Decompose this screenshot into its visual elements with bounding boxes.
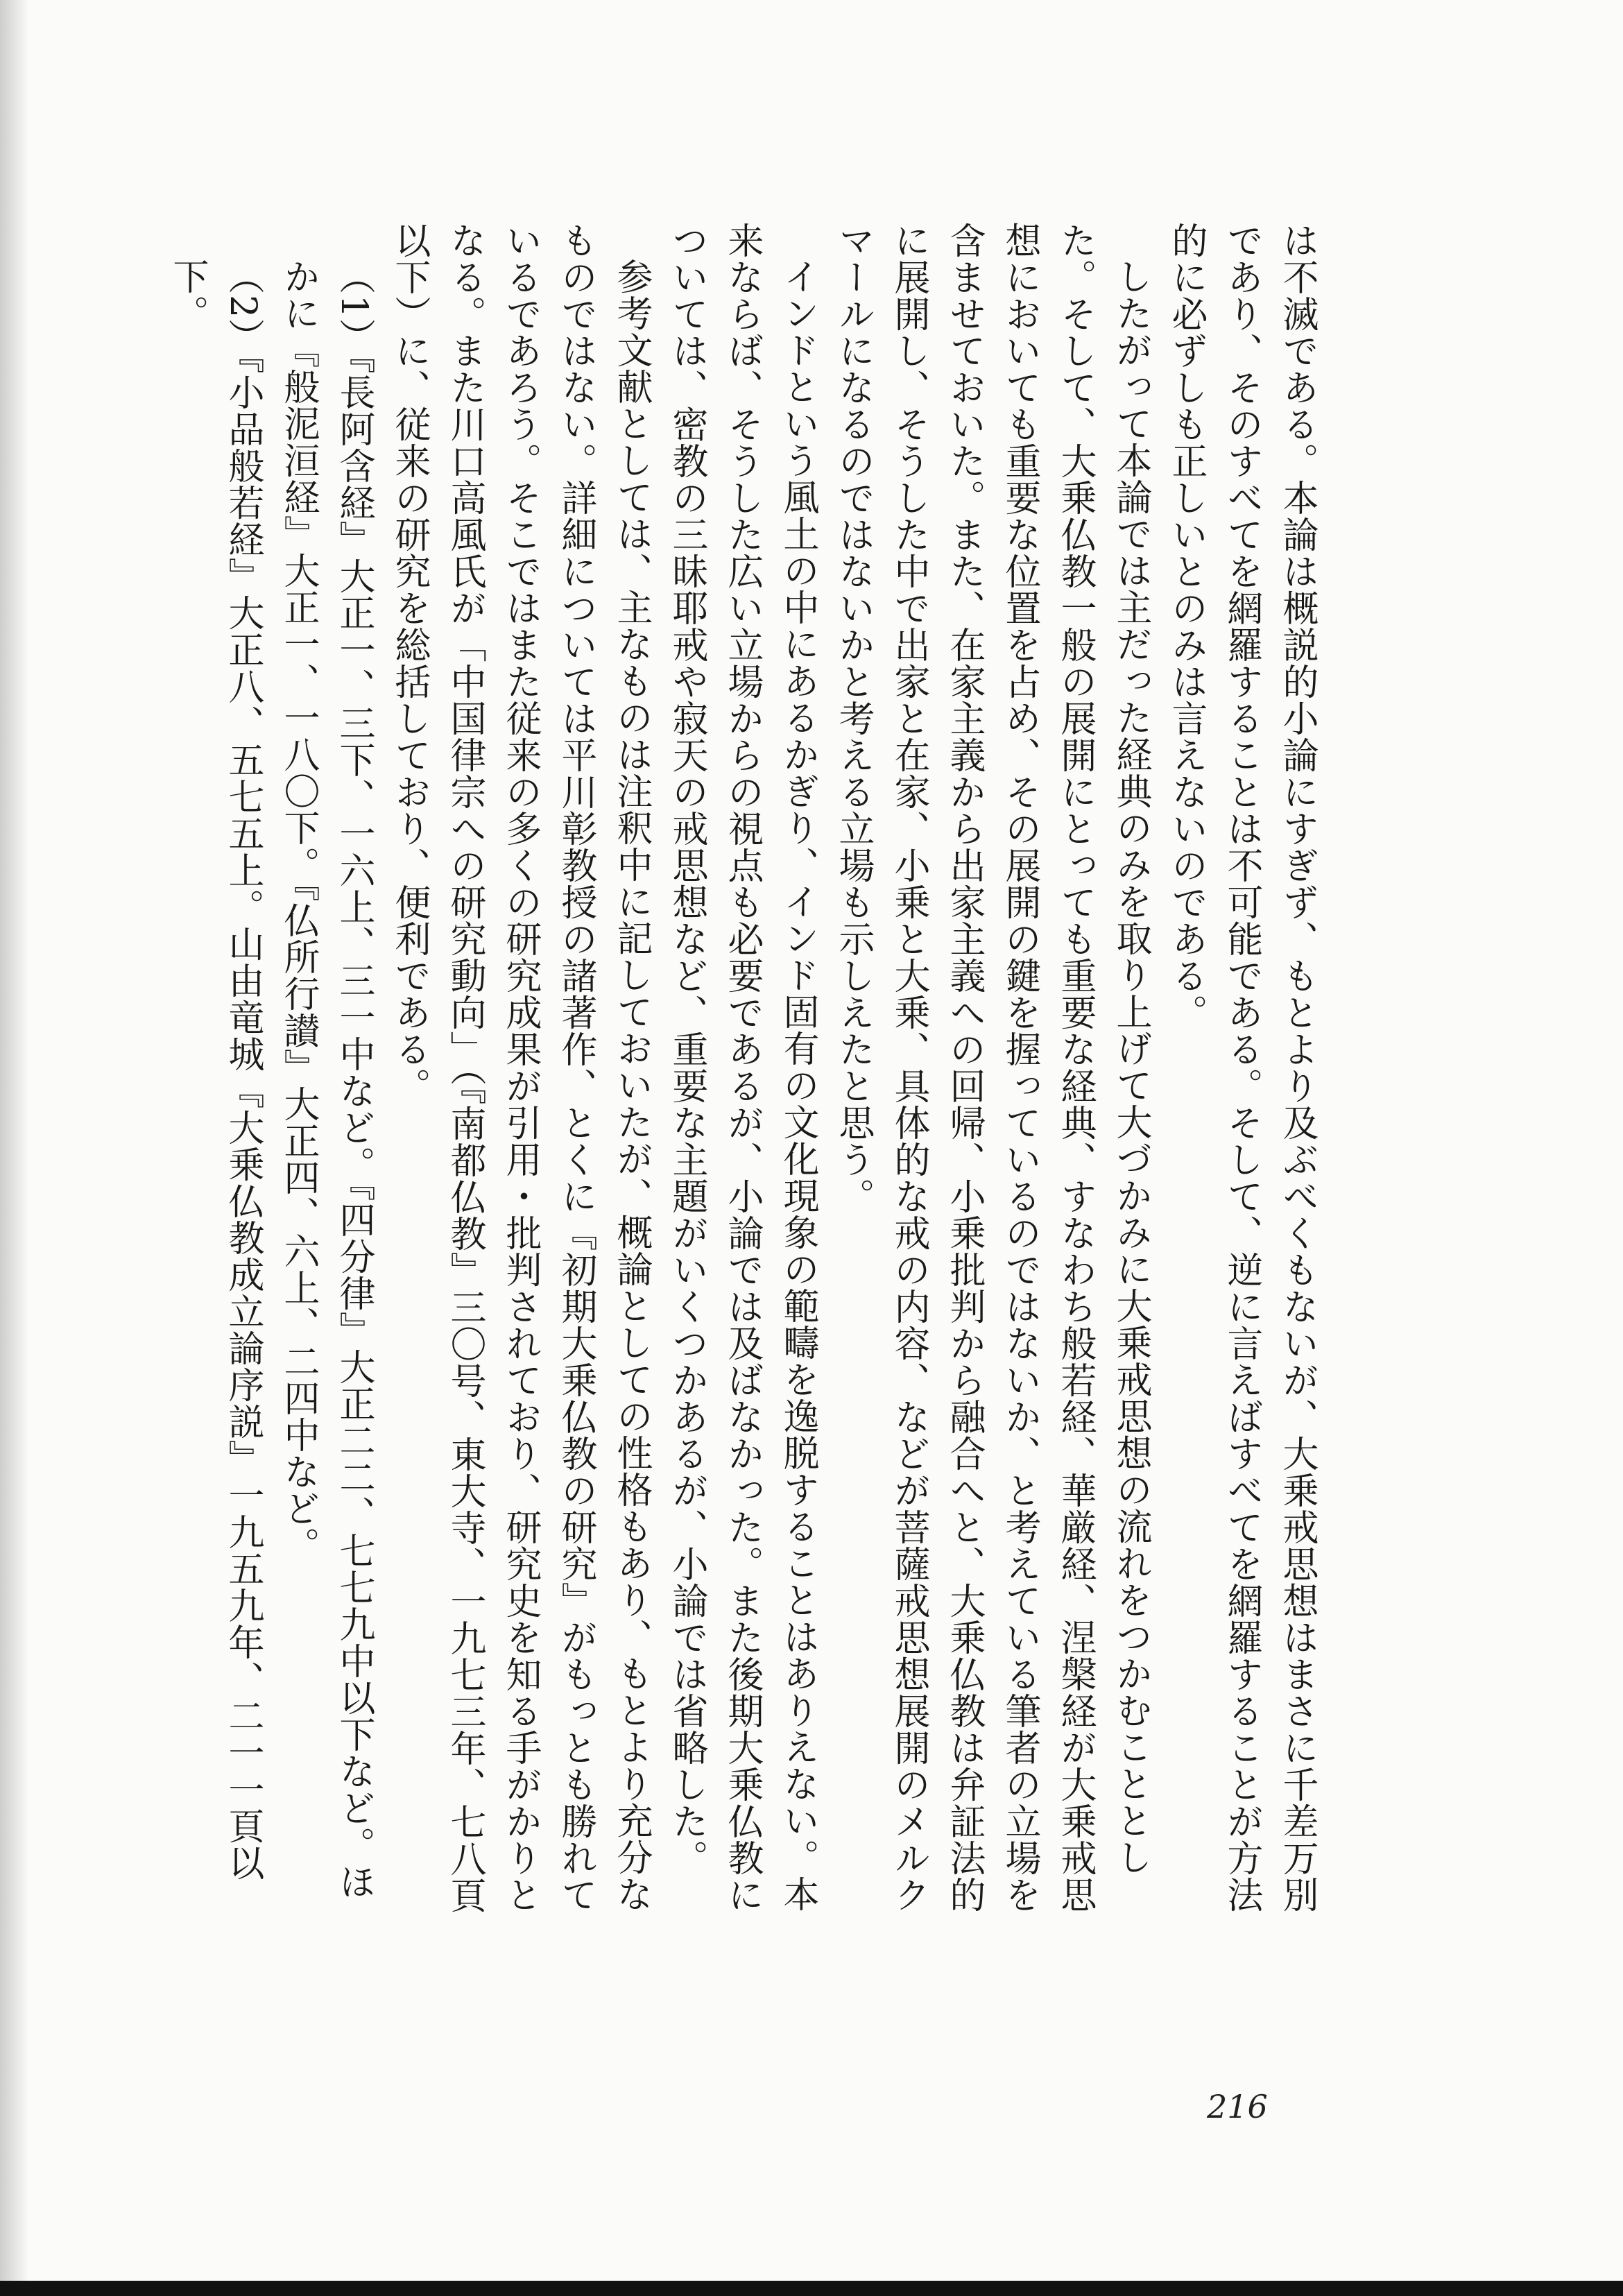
scan-edge-shadow — [0, 0, 28, 2296]
footnotes — [160, 222, 381, 1914]
page-number: 216 — [1207, 2088, 1268, 2125]
page-text — [132, 222, 1325, 1914]
body-paragraph-3: インドという風土の中にあるかぎり、インド固有の文化現象の範疇を逸脱することはありえない。本来ならば、そうした広い立場からの視点も必要であるが、小論では及ばなかった。また後期大乗仏教については、密教の三昧耶戒や寂天の戒思想など、重要な主題がいくつかあるが、小論では省略した。 — [666, 222, 818, 1913]
body-paragraph-4: 参考文献としては、主なものは注釈中に記しておいたが、概論としての性格もあり、もとより充分なものではない。詳細については平川彰教授の諸著作、とくに『初期大乗仏教の研究』がもっとも勝れているであろう。そこではまた従来の多くの研究成果が引用・批判されており、研究史を知る手がかりとなる。また川口高風氏が「中国律宗への研究動向」（『南都仏教』三〇号、東大寺、一九七三年、七八頁以下）に、従来の研究を総括しており、便利である。 — [388, 222, 652, 1914]
footnote-1: （1）『長阿含経』大正一、三下、一六上、三一中など。『四分律』大正二二、七七九中以下など。ほかに『般泥洹経』大正一、一八〇下。『仏所行讃』大正四、六上、二四中など。 — [277, 258, 375, 1901]
body-paragraph-2: したがって本論では主だった経典のみを取り上げて大づかみに大乗戒思想の流れをつかむこととした。そして、大乗仏教一般の展開にとっても重要な経典、すなわち般若経、華厳経、涅槃経が大乗戒思想においても重要な位置を占め、その展開の鍵を握っているのではないか、と考えている筆者の立場を含ませておいた。また、在家主義から出家主義への回帰、小乗批判から融合へと、大乗仏教は弁証法的に展開し、そうした中で出家と在家、小乗と大乗、具体的な戒の内容、などが菩薩戒思想展開のメルクマールになるのではないかと考える立場も示しえたと思う。 — [832, 222, 1151, 1913]
scan-bottom-border — [0, 2281, 1623, 2296]
body-paragraph-1: は不滅である。本論は概説的小論にすぎず、もとより及ぶべくもないが、大乗戒思想はまさに千差万別であり、そのすべてを網羅することは不可能である。そして、逆に言えばすべてを網羅することが方法的に必ずしも正しいとのみは言えないのである。 — [1165, 222, 1318, 1913]
footnote-2: （2）『小品般若経』大正八、五七五上。山由竜城『大乗仏教成立論序説』一九五九年、二一一頁以下。 — [166, 258, 264, 1882]
